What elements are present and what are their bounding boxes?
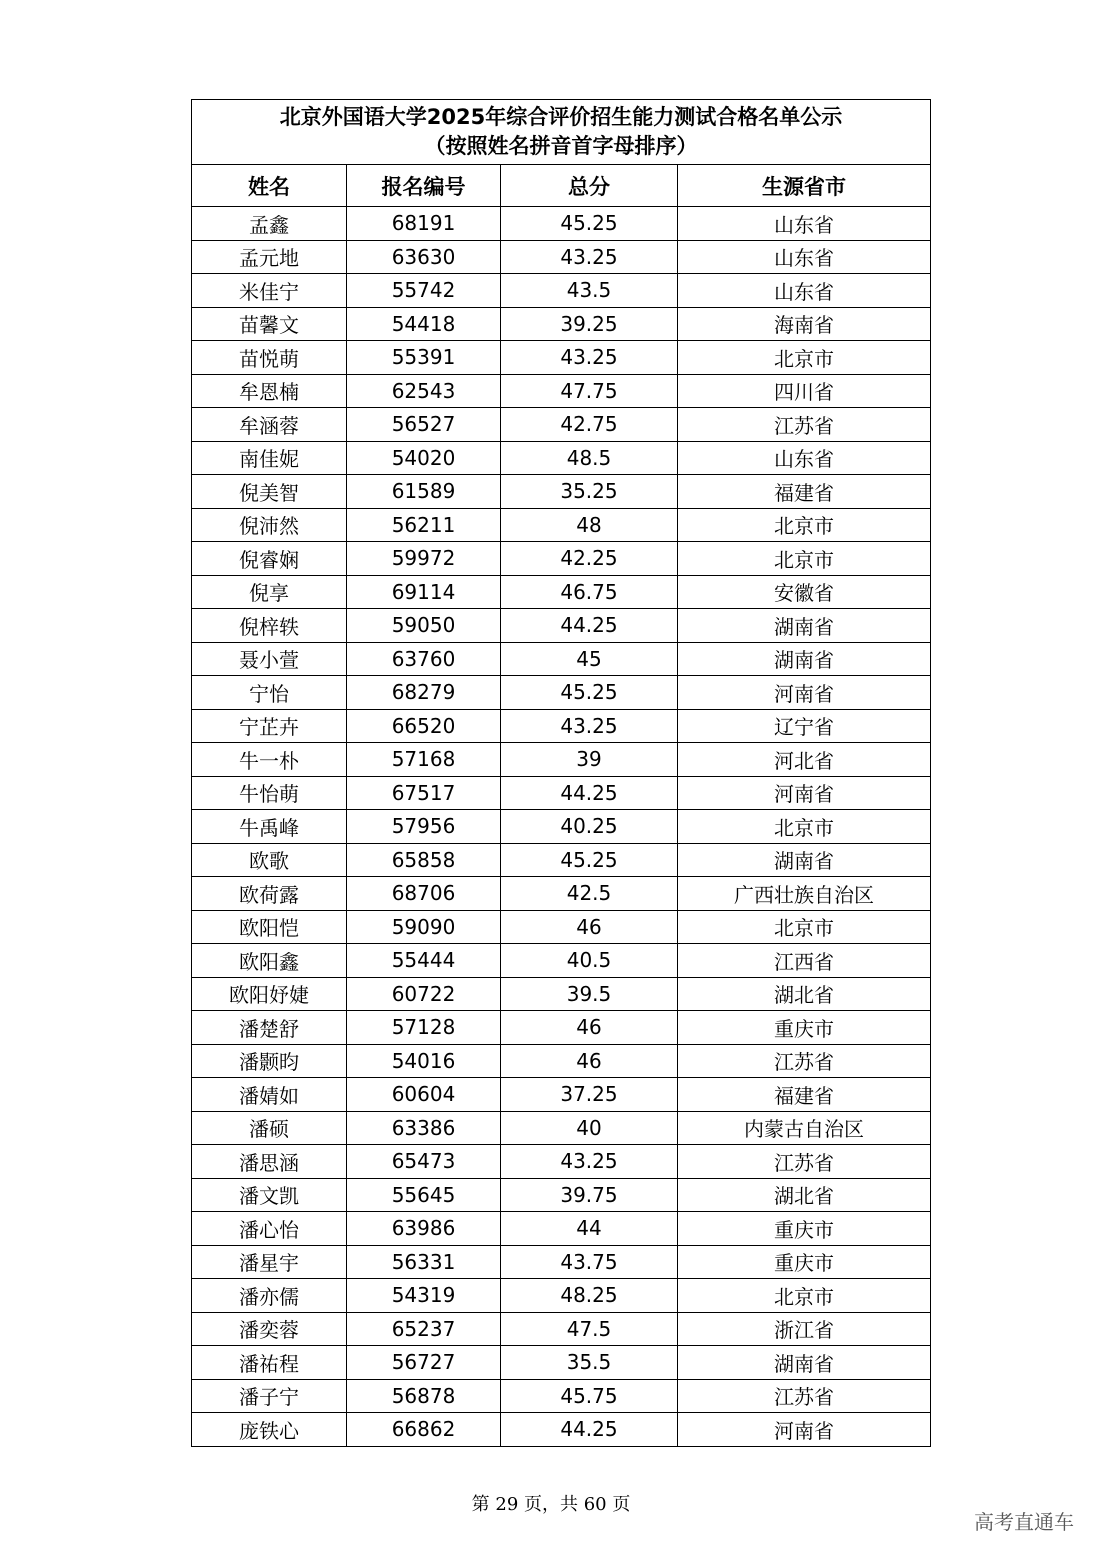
id-cell: 55645: [347, 1178, 501, 1212]
province-cell: 福建省: [678, 475, 931, 509]
table-row: [192, 1379, 931, 1413]
name-cell: 倪享: [192, 575, 347, 609]
name-cell: 欧歌: [192, 843, 347, 877]
province-cell: 安徽省: [678, 575, 931, 609]
id-cell: 56211: [347, 508, 501, 542]
province-cell: 湖南省: [678, 642, 931, 676]
id-cell: 63630: [347, 240, 501, 274]
score-cell: 35.5: [501, 1346, 678, 1380]
table-row: [192, 877, 931, 911]
score-cell: 39.75: [501, 1178, 678, 1212]
score-cell: 42.75: [501, 408, 678, 442]
score-cell: 48: [501, 508, 678, 542]
province-cell: 重庆市: [678, 1245, 931, 1279]
province-cell: 内蒙古自治区: [678, 1111, 931, 1145]
province-cell: 江苏省: [678, 408, 931, 442]
name-cell: 欧阳鑫: [192, 944, 347, 978]
table-row: [192, 910, 931, 944]
province-cell: 河南省: [678, 776, 931, 810]
column-header-province: 生源省市: [678, 165, 931, 207]
name-cell: 宁怡: [192, 676, 347, 710]
document-title: 北京外国语大学2025年综合评价招生能力测试合格名单公示: [279, 105, 843, 129]
score-cell: 46: [501, 910, 678, 944]
score-cell: 47.5: [501, 1312, 678, 1346]
table-row: [192, 676, 931, 710]
table-row: [192, 575, 931, 609]
id-cell: 59972: [347, 542, 501, 576]
id-cell: 65858: [347, 843, 501, 877]
province-cell: 江西省: [678, 944, 931, 978]
table-row: [192, 240, 931, 274]
id-cell: 66862: [347, 1413, 501, 1447]
score-cell: 48.5: [501, 441, 678, 475]
table-row: [192, 1044, 931, 1078]
table-row: [192, 207, 931, 241]
score-cell: 45.25: [501, 843, 678, 877]
province-cell: 北京市: [678, 810, 931, 844]
table-row: [192, 1111, 931, 1145]
province-cell: 山东省: [678, 274, 931, 308]
name-cell: 潘奕蓉: [192, 1312, 347, 1346]
id-cell: 60722: [347, 977, 501, 1011]
province-cell: 广西壮族自治区: [678, 877, 931, 911]
score-cell: 37.25: [501, 1078, 678, 1112]
name-cell: 倪梓轶: [192, 609, 347, 643]
province-cell: 四川省: [678, 374, 931, 408]
province-cell: 河北省: [678, 743, 931, 777]
table-row: [192, 1245, 931, 1279]
table-row: [192, 307, 931, 341]
table-row: [192, 609, 931, 643]
table-header-row: [192, 165, 931, 207]
table-row: [192, 1279, 931, 1313]
name-cell: 潘思涵: [192, 1145, 347, 1179]
document-subtitle: （按照姓名拼音首字母排序）: [424, 134, 698, 158]
id-cell: 57168: [347, 743, 501, 777]
id-cell: 54418: [347, 307, 501, 341]
name-cell: 牛禹峰: [192, 810, 347, 844]
name-cell: 潘楚舒: [192, 1011, 347, 1045]
name-cell: 潘颢昀: [192, 1044, 347, 1078]
id-cell: 55742: [347, 274, 501, 308]
province-cell: 辽宁省: [678, 709, 931, 743]
table-row: [192, 810, 931, 844]
id-cell: 62543: [347, 374, 501, 408]
province-cell: 湖南省: [678, 1346, 931, 1380]
name-cell: 苗悦萌: [192, 341, 347, 375]
score-cell: 45.75: [501, 1379, 678, 1413]
name-cell: 潘祐程: [192, 1346, 347, 1380]
name-cell: 潘星宇: [192, 1245, 347, 1279]
table-row: [192, 642, 931, 676]
score-cell: 35.25: [501, 475, 678, 509]
province-cell: 江苏省: [678, 1379, 931, 1413]
name-cell: 庞铁心: [192, 1413, 347, 1447]
id-cell: 63986: [347, 1212, 501, 1246]
id-cell: 56727: [347, 1346, 501, 1380]
table-row: [192, 274, 931, 308]
score-cell: 43.25: [501, 240, 678, 274]
name-cell: 欧荷露: [192, 877, 347, 911]
score-cell: 43.25: [501, 1145, 678, 1179]
name-cell: 宁芷卉: [192, 709, 347, 743]
province-cell: 湖南省: [678, 609, 931, 643]
table-row: [192, 743, 931, 777]
name-cell: 南佳妮: [192, 441, 347, 475]
name-cell: 牟恩楠: [192, 374, 347, 408]
table-row: [192, 542, 931, 576]
id-cell: 69114: [347, 575, 501, 609]
id-cell: 68191: [347, 207, 501, 241]
name-cell: 孟元地: [192, 240, 347, 274]
name-cell: 潘子宁: [192, 1379, 347, 1413]
name-cell: 苗馨文: [192, 307, 347, 341]
score-cell: 47.75: [501, 374, 678, 408]
score-cell: 43.25: [501, 709, 678, 743]
score-cell: 39: [501, 743, 678, 777]
id-cell: 55444: [347, 944, 501, 978]
province-cell: 山东省: [678, 207, 931, 241]
score-cell: 40.5: [501, 944, 678, 978]
province-cell: 河南省: [678, 676, 931, 710]
id-cell: 54020: [347, 441, 501, 475]
table-row: [192, 475, 931, 509]
column-header-name: 姓名: [192, 165, 347, 207]
province-cell: 重庆市: [678, 1011, 931, 1045]
province-cell: 北京市: [678, 341, 931, 375]
score-cell: 46.75: [501, 575, 678, 609]
table-row: [192, 441, 931, 475]
score-cell: 42.25: [501, 542, 678, 576]
province-cell: 江苏省: [678, 1145, 931, 1179]
province-cell: 湖北省: [678, 1178, 931, 1212]
name-cell: 米佳宁: [192, 274, 347, 308]
id-cell: 56331: [347, 1245, 501, 1279]
score-cell: 48.25: [501, 1279, 678, 1313]
id-cell: 61589: [347, 475, 501, 509]
table-row: [192, 1212, 931, 1246]
column-header-score: 总分: [501, 165, 678, 207]
table-row: [192, 709, 931, 743]
table-row: [192, 776, 931, 810]
score-cell: 43.25: [501, 341, 678, 375]
score-cell: 45.25: [501, 676, 678, 710]
table-title-row: [192, 100, 931, 165]
id-cell: 56527: [347, 408, 501, 442]
name-cell: 欧阳妤婕: [192, 977, 347, 1011]
id-cell: 66520: [347, 709, 501, 743]
id-cell: 60604: [347, 1078, 501, 1112]
watermark-text: 高考直通车: [974, 1510, 1074, 1534]
id-cell: 68706: [347, 877, 501, 911]
table-row: [192, 843, 931, 877]
id-cell: 57128: [347, 1011, 501, 1045]
score-cell: 40: [501, 1111, 678, 1145]
province-cell: 湖南省: [678, 843, 931, 877]
score-cell: 45: [501, 642, 678, 676]
score-cell: 45.25: [501, 207, 678, 241]
province-cell: 北京市: [678, 542, 931, 576]
table-title-cell: [192, 100, 931, 165]
score-cell: 39.25: [501, 307, 678, 341]
table-row: [192, 374, 931, 408]
id-cell: 63760: [347, 642, 501, 676]
name-cell: 潘硕: [192, 1111, 347, 1145]
table-row: [192, 1413, 931, 1447]
province-cell: 海南省: [678, 307, 931, 341]
id-cell: 67517: [347, 776, 501, 810]
table-row: [192, 1078, 931, 1112]
province-cell: 山东省: [678, 240, 931, 274]
province-cell: 浙江省: [678, 1312, 931, 1346]
score-cell: 43.75: [501, 1245, 678, 1279]
table-row: [192, 944, 931, 978]
id-cell: 59090: [347, 910, 501, 944]
id-cell: 65237: [347, 1312, 501, 1346]
province-cell: 河南省: [678, 1413, 931, 1447]
id-cell: 54016: [347, 1044, 501, 1078]
id-cell: 65473: [347, 1145, 501, 1179]
score-cell: 44: [501, 1212, 678, 1246]
table-row: [192, 408, 931, 442]
score-cell: 44.25: [501, 609, 678, 643]
name-cell: 潘文凯: [192, 1178, 347, 1212]
name-cell: 潘亦儒: [192, 1279, 347, 1313]
table-row: [192, 977, 931, 1011]
score-cell: 42.5: [501, 877, 678, 911]
table-row: [192, 1145, 931, 1179]
name-cell: 倪睿娴: [192, 542, 347, 576]
province-cell: 北京市: [678, 508, 931, 542]
id-cell: 56878: [347, 1379, 501, 1413]
province-cell: 北京市: [678, 910, 931, 944]
score-cell: 39.5: [501, 977, 678, 1011]
id-cell: 63386: [347, 1111, 501, 1145]
score-cell: 44.25: [501, 1413, 678, 1447]
name-cell: 牟涵蓉: [192, 408, 347, 442]
province-cell: 湖北省: [678, 977, 931, 1011]
table-row: [192, 1312, 931, 1346]
province-cell: 山东省: [678, 441, 931, 475]
column-header-id: 报名编号: [347, 165, 501, 207]
province-cell: 重庆市: [678, 1212, 931, 1246]
name-cell: 牛怡萌: [192, 776, 347, 810]
name-cell: 倪美智: [192, 475, 347, 509]
name-cell: 欧阳恺: [192, 910, 347, 944]
id-cell: 55391: [347, 341, 501, 375]
id-cell: 59050: [347, 609, 501, 643]
province-cell: 北京市: [678, 1279, 931, 1313]
score-cell: 44.25: [501, 776, 678, 810]
table-row: [192, 508, 931, 542]
id-cell: 68279: [347, 676, 501, 710]
name-cell: 聂小萱: [192, 642, 347, 676]
name-cell: 牛一朴: [192, 743, 347, 777]
id-cell: 54319: [347, 1279, 501, 1313]
score-cell: 46: [501, 1011, 678, 1045]
score-cell: 46: [501, 1044, 678, 1078]
table-row: [192, 1011, 931, 1045]
page-footer: 第 29 页，共 60 页: [471, 1494, 631, 1515]
score-cell: 40.25: [501, 810, 678, 844]
table-row: [192, 341, 931, 375]
province-cell: 福建省: [678, 1078, 931, 1112]
name-cell: 潘心怡: [192, 1212, 347, 1246]
qualified-list-table: [191, 99, 931, 1447]
name-cell: 潘婧如: [192, 1078, 347, 1112]
province-cell: 江苏省: [678, 1044, 931, 1078]
name-cell: 孟鑫: [192, 207, 347, 241]
id-cell: 57956: [347, 810, 501, 844]
table-row: [192, 1346, 931, 1380]
score-cell: 43.5: [501, 274, 678, 308]
table-row: [192, 1178, 931, 1212]
name-cell: 倪沛然: [192, 508, 347, 542]
